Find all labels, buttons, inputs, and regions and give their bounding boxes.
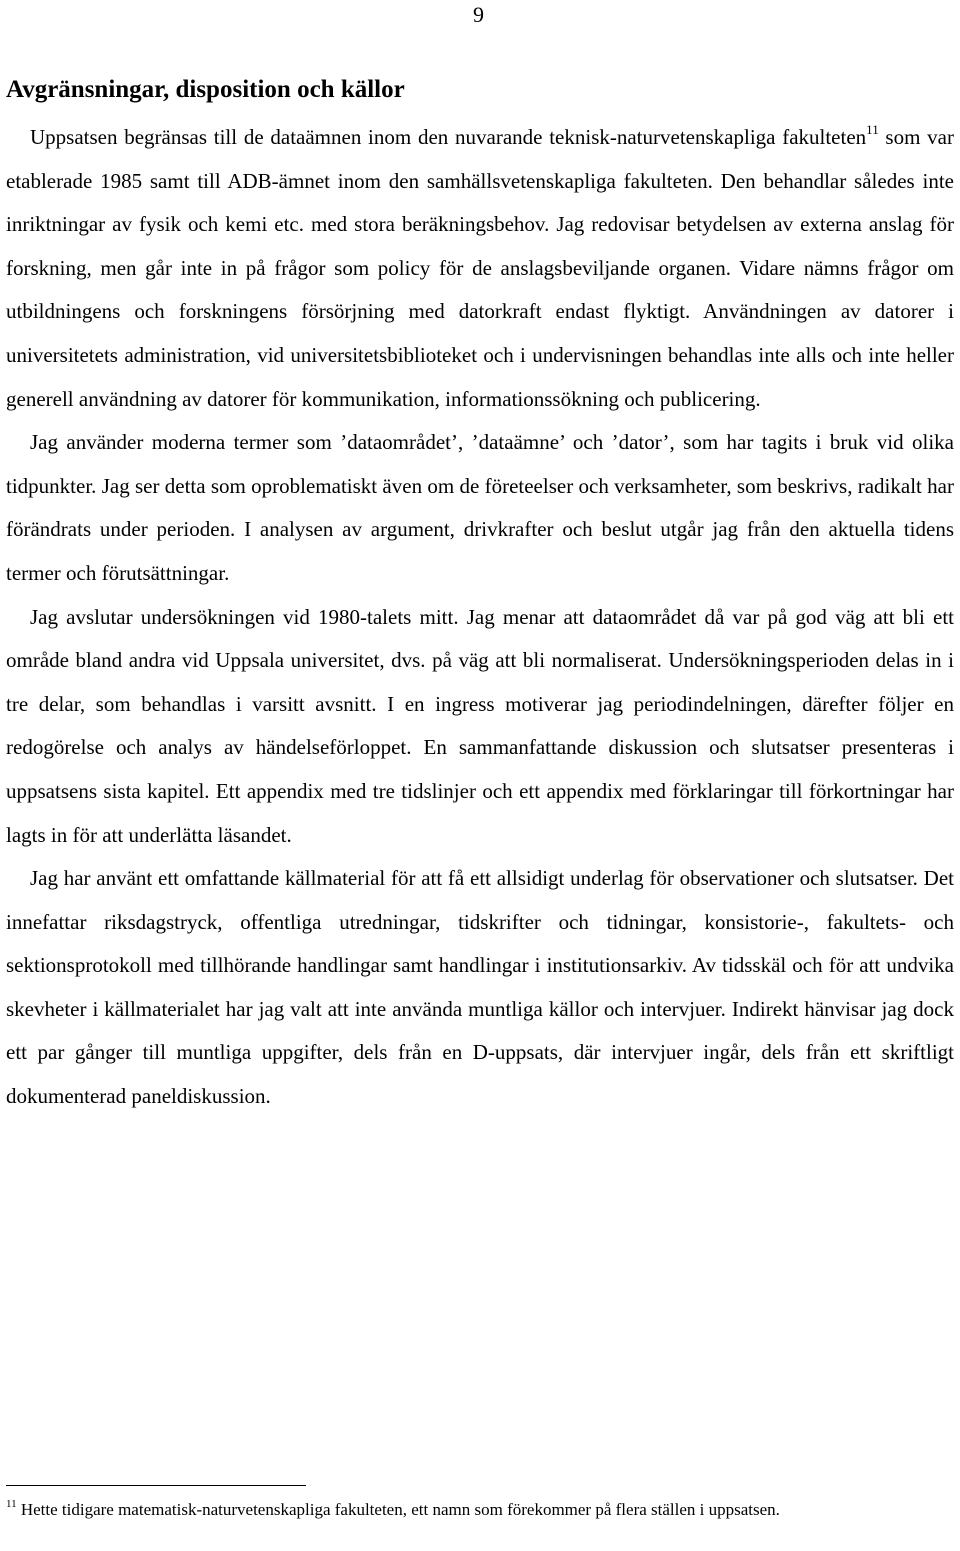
paragraph-scope xyxy=(6,116,954,421)
section-heading: Avgränsningar, disposition och källor xyxy=(6,76,405,103)
footnote-separator xyxy=(6,1485,306,1486)
paragraph-sources: Jag har använt ett omfattande källmaterial för att få ett allsidigt underlag för observationer och slutsatser. Det innefattar riksdagstryck, offentliga utredningar, tidskrifter och tidningar, konsistorie-, fakultets- och sektionsprotokoll med tillhörande handlingar samt handlingar i institutionsarkiv. Av tidsskäl och för att undvika skevheter i källmaterialet har jag valt att inte använda muntliga källor och intervjuer. Indirekt hänvisar jag dock ett par gånger till muntliga uppgifter, dels från en D-uppsats, där intervjuer ingår, dels från ett skriftligt dokumenterad paneldiskussion. xyxy=(6,866,954,1109)
footnote-number: 11 xyxy=(6,1498,17,1510)
paragraph-text: som var etablerade 1985 samt till ADB-ämnet inom den samhällsvetenskapliga fakulteten. Den behandlar således inte inriktningar av fysik och kemi etc. med stora beräkningsbehov. Jag redovisar betydelsen av externa anslag för forskning, men går inte in på frågor som policy för de anslagsbeviljande organen. Vidare nämns frågor om utbildningens och forskningens försörjning med datorkraft endast flyktigt. Användningen av datorer i universitetets administration, vid universitetsbiblioteket och i undervisningen behandlas inte alls och inte heller generell användning av datorer för kommunikation, informationssökning och publicering. xyxy=(6,125,954,411)
paragraph-text: Uppsatsen begränsas till de dataämnen inom den nuvarande teknisk-naturvetenskapliga fakulteten xyxy=(30,125,867,149)
footnote-text: Hette tidigare matematisk-naturvetenskapliga fakulteten, ett namn som förekommer på flera ställen i uppsatsen. xyxy=(16,1500,780,1519)
body-text xyxy=(6,116,954,1119)
paragraph-disposition: Jag avslutar undersökningen vid 1980-talets mitt. Jag menar att dataområdet då var på god väg att bli ett område bland andra vid Uppsala universitet, dvs. på väg att bli normaliserat. Undersökningsperioden delas in i tre delar, som behandlas i varsitt avsnitt. I en ingress motiverar jag periodindelningen, därefter följer en redogörelse och analys av händelseförloppet. En sammanfattande diskussion och slutsatser presenteras i uppsatsens sista kapitel. Ett appendix med tre tidslinjer och ett appendix med förklaringar till förkortningar har lagts in för att underlätta läsandet. xyxy=(6,604,954,847)
footnote xyxy=(6,1497,906,1522)
paragraph-terminology: Jag använder moderna termer som ’dataområdet’, ’dataämne’ och ’dator’, som har tagits i bruk vid olika tidpunkter. Jag ser detta som oproblematiskt även om de företeelser och verksamheter, som beskrivs, radikalt har förändrats under perioden. I analysen av argument, drivkrafter och beslut utgår jag från den aktuella tidens termer och förutsättningar. xyxy=(6,430,954,585)
page-number: 9 xyxy=(473,2,484,27)
footnote-reference[interactable]: 11 xyxy=(866,122,879,137)
